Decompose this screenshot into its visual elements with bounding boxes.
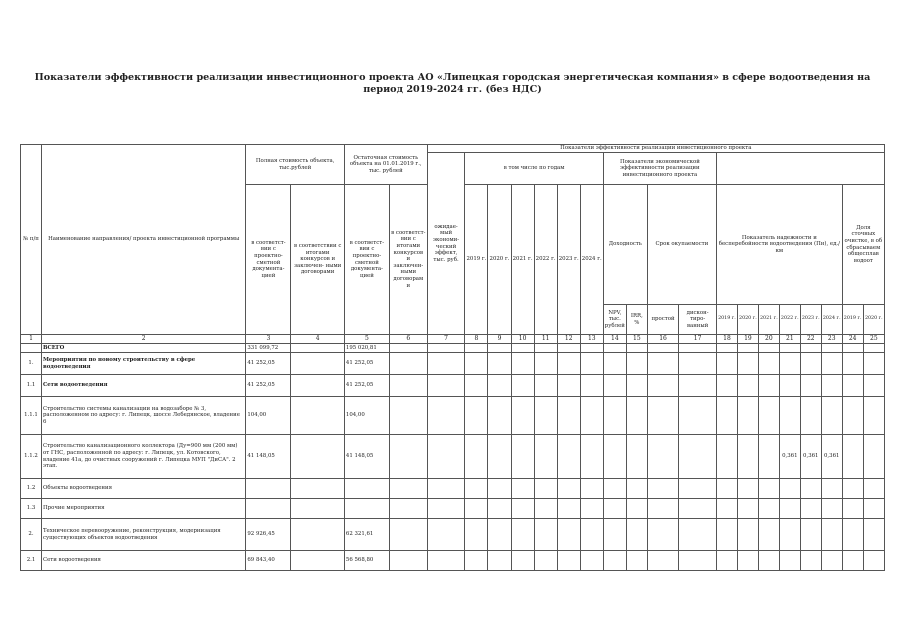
table-cell [389,479,427,499]
row-reliability-value [716,435,737,479]
table-cell [626,435,647,479]
header-rel-year: 2019 г. [716,305,737,335]
table-cell [389,344,427,353]
table-cell [427,499,465,519]
table-cell [580,435,603,479]
table-cell [291,397,344,435]
header-economic-efficiency: Показатели экономической эффективности реализации инвестиционного проекта [603,153,716,185]
row-reliability-value [716,353,737,375]
row-full-cost: 41 252,05 [246,375,291,397]
table-cell [863,353,884,375]
row-number: 1.1 [21,375,42,397]
table-cell [427,344,465,353]
table-cell [842,353,863,375]
header-year-2020: 2020 г. [488,185,511,335]
table-cell [557,499,580,519]
row-reliability-value [821,344,842,353]
row-residual-cost: 104,00 [344,397,389,435]
table-cell [580,344,603,353]
header-year-2021: 2021 г. [511,185,534,335]
header-simple: простой [647,305,678,335]
row-residual-cost: 56 568,80 [344,551,389,571]
table-cell [389,499,427,519]
table-cell [647,375,678,397]
table-cell [626,344,647,353]
row-number: 2. [21,519,42,551]
table-cell [511,435,534,479]
table-cell [389,353,427,375]
header-year-2024: 2024 г. [580,185,603,335]
row-reliability-value [800,344,821,353]
row-reliability-value [758,551,779,571]
header-rel-year: 2020 г. [737,305,758,335]
table-cell [511,499,534,519]
col-number: 16 [647,335,678,344]
row-reliability-value [779,344,800,353]
table-cell [580,353,603,375]
table-cell [842,551,863,571]
table-cell [647,499,678,519]
row-name: Мероприятия по новому строительству в сфере водоотведения [41,353,245,375]
row-reliability-value [716,397,737,435]
row-residual-cost: 62 321,61 [344,519,389,551]
header-rel-year: 2022 г. [779,305,800,335]
table-cell [842,435,863,479]
table-cell [511,353,534,375]
header-residual-contract: в соответст- вии с итогами конкурсов и заключен- ными договорам и [389,185,427,335]
table-cell [291,519,344,551]
table-cell [557,479,580,499]
table-cell [389,435,427,479]
row-residual-cost: 195 020,81 [344,344,389,353]
table-cell [389,397,427,435]
table-cell [534,353,557,375]
row-reliability-value [716,375,737,397]
table-cell [389,551,427,571]
table-cell [603,519,626,551]
table-cell [465,551,488,571]
header-rel-year: 2023 г. [800,305,821,335]
col-number: 4 [291,335,344,344]
row-full-cost: 104,00 [246,397,291,435]
row-reliability-value [800,551,821,571]
table-row [21,479,885,499]
row-number [21,344,42,353]
row-residual-cost: 41 252,05 [344,375,389,397]
header-by-years: в том числе по годам [465,153,603,185]
row-full-cost [246,499,291,519]
table-cell [488,344,511,353]
table-cell [842,344,863,353]
row-reliability-value [737,375,758,397]
col-number: 14 [603,335,626,344]
table-cell [679,344,717,353]
table-cell [580,375,603,397]
table-cell [626,519,647,551]
table-cell [534,375,557,397]
row-name: Техническое перевооружение, реконструкция, модернизация существующих объектов водоотведения [41,519,245,551]
table-cell [534,519,557,551]
col-number: 21 [779,335,800,344]
row-reliability-value: 0,361 [821,435,842,479]
table-cell [427,435,465,479]
table-cell [465,519,488,551]
table-cell [603,435,626,479]
table-cell [534,435,557,479]
row-reliability-value [800,499,821,519]
table-cell [863,397,884,435]
row-reliability-value [779,519,800,551]
table-cell [511,344,534,353]
row-reliability-value [758,435,779,479]
table-cell [863,479,884,499]
table-cell [626,353,647,375]
row-reliability-value [800,397,821,435]
efficiency-table [20,144,885,571]
table-row [21,551,885,571]
table-cell [488,435,511,479]
table-cell [291,353,344,375]
table-cell [465,375,488,397]
col-number: 17 [679,335,717,344]
row-reliability-value [779,479,800,499]
header-residual-design: в соответст- вии с проектно- сметной документа- цией [344,185,389,335]
row-reliability-value [800,479,821,499]
table-cell [647,519,678,551]
table-cell [511,551,534,571]
header-discounted: дискон- тиро- ванный [679,305,717,335]
col-number: 22 [800,335,821,344]
header-expected-effect: ожидае- мый экономи- ческий эффект, тыс. руб. [427,153,465,335]
row-reliability-value [716,499,737,519]
row-number: 1. [21,353,42,375]
row-reliability-value [779,375,800,397]
row-reliability-value [716,519,737,551]
table-cell [603,551,626,571]
row-residual-cost: 41 148,05 [344,435,389,479]
row-name: Строительство канализационного коллектора (Ду=900 мм (200 мм) от ГНС, расположенной по адресу: г. Липецк, ул. Котовского, владение 41а, до очистных сооружений г. Липецка МУП "ДиСА". 2 этап. [41,435,245,479]
row-reliability-value [800,519,821,551]
col-number: 19 [737,335,758,344]
row-reliability-value [779,353,800,375]
table-cell [488,519,511,551]
col-number: 1 [21,335,42,344]
table-cell [863,435,884,479]
table-cell [427,397,465,435]
table-cell [842,519,863,551]
header-rel-year: 2021 г. [758,305,779,335]
table-cell [488,551,511,571]
table-cell [427,551,465,571]
table-cell [427,353,465,375]
table-cell [557,551,580,571]
row-reliability-value [737,551,758,571]
col-number: 7 [427,335,465,344]
header-payback: Срок окупаемости [647,185,716,305]
table-cell [465,479,488,499]
table-cell [534,479,557,499]
table-cell [488,397,511,435]
table-cell [511,519,534,551]
row-reliability-value [737,499,758,519]
table-cell [647,344,678,353]
table-cell [842,479,863,499]
row-full-cost [246,479,291,499]
row-reliability-value [779,397,800,435]
header-share-year: 2019 г. [842,305,863,335]
table-cell [291,499,344,519]
row-reliability-value [821,397,842,435]
table-cell [626,499,647,519]
row-reliability-value [737,479,758,499]
table-cell [534,551,557,571]
table-cell [488,375,511,397]
row-full-cost: 41 148,05 [246,435,291,479]
header-residual-cost: Остаточная стоимость объекта на 01.01.2019 г., тыс. рублей [344,145,427,185]
table-cell [679,375,717,397]
table-body [21,344,885,571]
header-reliability: Показатель надежности и бесперебойности водоотведения (Пн), ед./км [716,185,842,305]
table-cell [842,499,863,519]
col-number: 5 [344,335,389,344]
header-full-design: в соответст- вии с проектно- сметной документа- цией [246,185,291,335]
header-num: № п/п [21,145,42,335]
table-cell [679,551,717,571]
row-reliability-value [716,479,737,499]
header-full-cost: Полная стоимость объекта, тыс.рублей [246,145,345,185]
table-cell [626,551,647,571]
table-cell [863,499,884,519]
table-cell [465,499,488,519]
table-cell [534,344,557,353]
table-cell [647,479,678,499]
row-reliability-value [737,519,758,551]
row-full-cost: 69 843,40 [246,551,291,571]
table-cell [580,397,603,435]
table-cell [580,519,603,551]
row-name: ВСЕГО [41,344,245,353]
col-number: 23 [821,335,842,344]
row-residual-cost: 41 252,05 [344,353,389,375]
header-year-2023: 2023 г. [557,185,580,335]
row-full-cost: 92 926,45 [246,519,291,551]
table-cell [465,397,488,435]
table-cell [679,499,717,519]
table-cell [580,499,603,519]
table-cell [511,479,534,499]
document-title: Показатели эффективности реализации инвестиционного проекта АО «Липецкая городская энергетическая компания» в сфере водоотведения на период 2019-2024 гг. (без НДС) [34,72,871,95]
row-reliability-value [737,435,758,479]
table-cell [679,397,717,435]
row-number: 1.1.1 [21,397,42,435]
row-reliability-value [758,344,779,353]
row-reliability-value [800,353,821,375]
table-cell [603,344,626,353]
header-share: Доля сточных очистке, в об сбрасываем общесплав водоот [842,185,884,305]
row-number: 2.1 [21,551,42,571]
col-number: 12 [557,335,580,344]
table-cell [488,353,511,375]
table-row [21,499,885,519]
table-cell [603,479,626,499]
table-cell [488,479,511,499]
header-profitability: Доходность [603,185,647,305]
col-number: 15 [626,335,647,344]
table-cell [603,353,626,375]
row-number: 1.3 [21,499,42,519]
table-cell [580,479,603,499]
table-cell [557,435,580,479]
table-cell [647,397,678,435]
row-reliability-value [758,397,779,435]
table-cell [427,375,465,397]
table-cell [842,375,863,397]
row-reliability-value [758,375,779,397]
table-cell [626,397,647,435]
row-reliability-value [716,551,737,571]
header-efficiency: Показатели эффективности реализации инвестиционного проекта [427,145,884,153]
table-cell [557,344,580,353]
table-cell [557,375,580,397]
table-cell [679,353,717,375]
table-cell [557,519,580,551]
col-number: 20 [758,335,779,344]
table-cell [603,375,626,397]
table-cell [389,519,427,551]
header-npv: NPV, тыс. рублей [603,305,626,335]
table-cell [863,375,884,397]
table-cell [842,397,863,435]
row-reliability-value: 0,361 [800,435,821,479]
column-numbers-row [21,335,885,344]
row-reliability-value [821,551,842,571]
table-cell [863,551,884,571]
row-residual-cost [344,499,389,519]
table-cell [291,344,344,353]
header-year-2022: 2022 г. [534,185,557,335]
row-reliability-value [737,397,758,435]
table-cell [679,479,717,499]
row-reliability-value [821,519,842,551]
header-rel-year: 2024 г. [821,305,842,335]
table-row [21,353,885,375]
header-irr: IRR, % [626,305,647,335]
table-cell [647,435,678,479]
row-reliability-value [716,344,737,353]
row-name: Прочие мероприятия [41,499,245,519]
row-reliability-value [758,353,779,375]
row-name: Сети водоотведения [41,551,245,571]
row-reliability-value [737,344,758,353]
col-number: 10 [511,335,534,344]
table-row [21,375,885,397]
table-cell [291,479,344,499]
table-cell [626,479,647,499]
row-reliability-value [758,519,779,551]
row-residual-cost [344,479,389,499]
row-name: Строительство системы канализации на водозаборе № 3, расположенном по адресу: г. Липецк, шоссе Лебедянское, владение 6 [41,397,245,435]
table-cell [465,353,488,375]
table-row [21,397,885,435]
table-cell [603,499,626,519]
table-cell [679,519,717,551]
col-number: 18 [716,335,737,344]
header-full-contract: в соответствии с итогами конкурсов и заключен- ными договорами [291,185,344,335]
table-cell [557,397,580,435]
table-cell [557,353,580,375]
col-number: 9 [488,335,511,344]
table-cell [511,375,534,397]
table-cell [427,479,465,499]
row-full-cost: 331 099,72 [246,344,291,353]
col-number: 25 [863,335,884,344]
table-cell [427,519,465,551]
col-number: 2 [41,335,245,344]
col-number: 3 [246,335,291,344]
table-cell [647,551,678,571]
row-full-cost: 41 252,05 [246,353,291,375]
table-cell [511,397,534,435]
table-cell [465,344,488,353]
row-reliability-value [800,375,821,397]
header-share-year: 2020 г. [863,305,884,335]
row-reliability-value [779,499,800,519]
table-cell [647,353,678,375]
table-cell [626,375,647,397]
table-cell [389,375,427,397]
col-number: 6 [389,335,427,344]
row-reliability-value [821,499,842,519]
table-cell [291,375,344,397]
header-name: Наименование направления/ проекта инвестиционной программы [41,145,245,335]
table-cell [291,551,344,571]
row-number: 1.1.2 [21,435,42,479]
table-cell [534,499,557,519]
table-cell [488,499,511,519]
row-number: 1.2 [21,479,42,499]
row-reliability-value [758,499,779,519]
table-cell [291,435,344,479]
table-cell [863,519,884,551]
row-reliability-value: 0,361 [779,435,800,479]
row-reliability-value [821,353,842,375]
row-reliability-value [821,479,842,499]
row-name: Объекты водоотведения [41,479,245,499]
table-cell [679,435,717,479]
row-reliability-value [737,353,758,375]
row-reliability-value [821,375,842,397]
row-reliability-value [779,551,800,571]
table-cell [580,551,603,571]
row-name: Сети водоотведения [41,375,245,397]
table-cell [534,397,557,435]
table-cell [863,344,884,353]
table-cell [603,397,626,435]
col-number: 8 [465,335,488,344]
table-row [21,519,885,551]
col-number: 24 [842,335,863,344]
col-number: 11 [534,335,557,344]
row-reliability-value [758,479,779,499]
table-row [21,435,885,479]
table-row [21,344,885,353]
col-number: 13 [580,335,603,344]
header-year-2019: 2019 г. [465,185,488,335]
table-cell [465,435,488,479]
